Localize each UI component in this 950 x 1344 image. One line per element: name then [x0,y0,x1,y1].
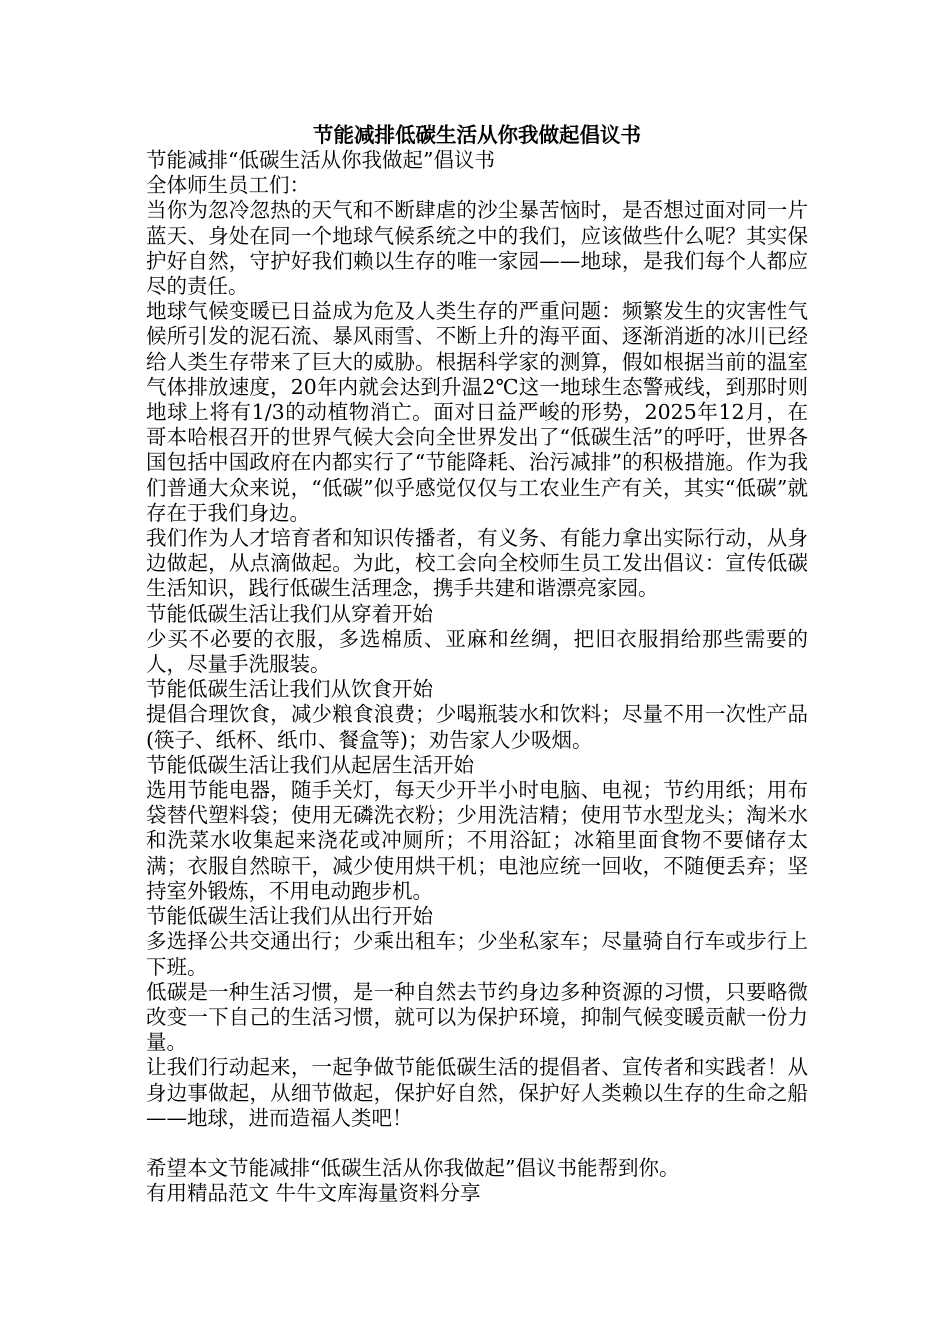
section-heading-travel: 节能低碳生活让我们从出行开始 [146,904,433,929]
paragraph-clothing: 少买不必要的衣服，多选棉质、亚麻和丝绸，把旧衣服捐给那些需要的人，尽量手洗服装。 [146,626,808,677]
paragraph-travel: 多选择公共交通出行；少乘出租车；少坐私家车；尽量骑自行车或步行上下班。 [146,929,808,979]
footer-line: 有用精品范文 牛牛文库海量资料分享 [146,1181,481,1206]
section-heading-clothing: 节能低碳生活让我们从穿着开始 [146,601,433,626]
paragraph-habit: 低碳是一种生活习惯，是一种自然去节约身边多种资源的习惯，只要略微改变一下自己的生活习惯，就可以为保护环境，抑制气候变暖贡献一份力量。 [146,979,808,1055]
paragraph-call-to-action: 我们作为人才培育者和知识传播者，有义务、有能力拿出实际行动，从身边做起，从点滴做起。为此，校工会向全校师生员工发出倡议：宣传低碳生活知识，践行低碳生活理念，携手共建和谐漂亮家园。 [146,526,808,601]
paragraph-subtitle: 节能减排“低碳生活从你我做起”倡议书 [146,148,495,172]
document-page [146,122,808,1207]
closing-line: 希望本文节能减排“低碳生活从你我做起”倡议书能帮到你。 [146,1156,680,1181]
section-heading-living: 节能低碳生活让我们从起居生活开始 [146,752,474,777]
paragraph-living: 选用节能电器，随手关灯，每天少开半小时电脑、电视；节约用纸；用布袋替代塑料袋；使用无磷洗衣粉；少用洗洁精；使用节水型龙头；淘米水和洗菜水收集起来浇花或冲厕所；不用浴缸；冰箱里面食物不要储存太满；衣服自然晾干，减少使用烘干机；电池应统一回收，不随便丢弃；坚持室外锻炼，不用电动跑步机。 [146,778,808,903]
paragraph-climate-problem: 地球气候变暖已日益成为危及人类生存的严重问题：频繁发生的灾害性气候所引发的泥石流、暴风雨雪、不断上升的海平面、逐渐消逝的冰川已经给人类生存带来了巨大的威胁。根据科学家的测算，假如根据当前的温室气体排放速度，20年内就会达到升温2℃这一地球生态警戒线，到那时则地球上将有1/3的动植物消亡。面对日益严峻的形势，2025年12月，在哥本哈根召开的世界气候大会向全世界发出了“低碳生活”的呼吁，世界各国包括中国政府在内都实行了“节能降耗、治污减排”的积极措施。作为我们普通大众来说，“低碳”似乎感觉仅仅与工农业生产有关，其实“低碳”就存在于我们身边。 [146,299,808,525]
paragraph-diet: 提倡合理饮食，减少粮食浪费；少喝瓶装水和饮料；尽量不用一次性产品(筷子、纸杯、纸巾、餐盒等)；劝告家人少吸烟。 [146,702,808,752]
section-heading-diet: 节能低碳生活让我们从饮食开始 [146,677,433,702]
document-title: 节能减排低碳生活从你我做起倡议书 [313,123,641,147]
paragraph-salutation: 全体师生员工们： [146,173,310,198]
blank-line [146,1131,808,1156]
paragraph-intro: 当你为忽冷忽热的天气和不断肆虐的沙尘暴苦恼时，是否想过面对同一片蓝天、身处在同一个地球气候系统之中的我们，应该做些什么呢？其实保护好自然，守护好我们赖以生存的唯一家园——地球，是我们每个人都应尽的责任。 [146,198,808,299]
paragraph-conclusion: 让我们行动起来，一起争做节能低碳生活的提倡者、宣传者和实践者！从身边事做起，从细节做起，保护好自然，保护好人类赖以生存的生命之船——地球，进而造福人类吧！ [146,1055,808,1130]
